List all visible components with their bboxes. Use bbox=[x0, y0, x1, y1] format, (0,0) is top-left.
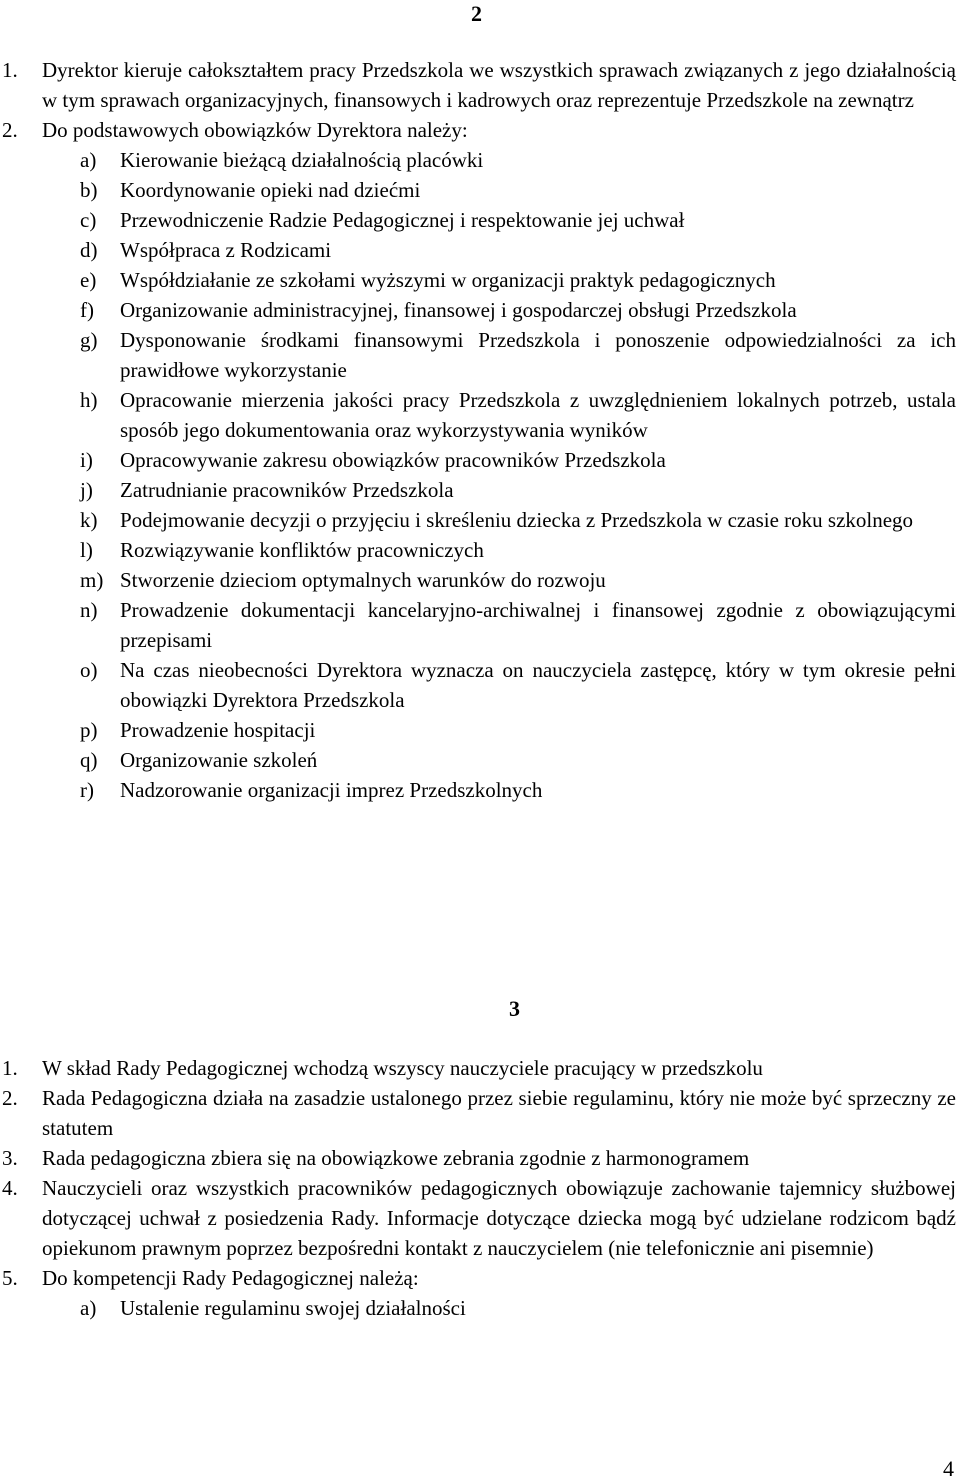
sub-item-letter: r) bbox=[80, 778, 94, 802]
sub-item-text: Dysponowanie środkami finansowymi Przedszkola i ponoszenie odpowiedzialności za ich prawidłowe wykorzystanie bbox=[120, 328, 956, 382]
sub-list-item bbox=[0, 295, 960, 325]
sub-item-letter: b) bbox=[80, 178, 98, 202]
list-item bbox=[0, 115, 960, 145]
sub-item-letter: p) bbox=[80, 718, 98, 742]
item-number: 1. bbox=[2, 1056, 18, 1080]
sub-list-item bbox=[0, 205, 960, 235]
sub-item-text: Kierowanie bieżącą działalnością placówki bbox=[120, 148, 484, 172]
sub-item-letter: i) bbox=[80, 448, 93, 472]
sub-item-letter: n) bbox=[80, 598, 98, 622]
sub-item-letter: c) bbox=[80, 208, 97, 232]
sub-item-text: Nadzorowanie organizacji imprez Przedszkolnych bbox=[120, 778, 543, 802]
sub-item-letter: a) bbox=[80, 1296, 97, 1320]
sub-list-item bbox=[0, 145, 960, 175]
sub-item-text: Zatrudnianie pracowników Przedszkola bbox=[120, 478, 454, 502]
sub-item-letter: o) bbox=[80, 658, 98, 682]
sub-item-letter: j) bbox=[80, 478, 93, 502]
sub-item-text: Organizowanie administracyjnej, finansowej i gospodarczej obsługi Przedszkola bbox=[120, 298, 797, 322]
sub-list-item bbox=[0, 475, 960, 505]
section-2-number: 2 bbox=[471, 1, 482, 26]
sub-list-item bbox=[0, 595, 960, 655]
sub-item-text: Przewodniczenie Radzie Pedagogicznej i respektowanie jej uchwał bbox=[120, 208, 685, 232]
section-2-list bbox=[0, 55, 960, 805]
item-number: 2. bbox=[2, 118, 18, 142]
item-text: Nauczycieli oraz wszystkich pracowników pedagogicznych obowiązuje zachowanie tajemnicy służbowej dotyczącej uchwał z posiedzenia Rady. Informacje dotyczące dziecka mogą być udzielane rodzicom bądź opiekunom prawnym poprzez bezpośredni kontakt z nauczycielem (nie telefonicznie ani pisemnie) bbox=[42, 1176, 956, 1260]
list-item bbox=[0, 1053, 960, 1083]
item-number: 2. bbox=[2, 1086, 18, 1110]
sub-list-item bbox=[0, 535, 960, 565]
sub-item-letter: l) bbox=[80, 538, 93, 562]
sub-list-item bbox=[0, 715, 960, 745]
sub-item-text: Opracowywanie zakresu obowiązków pracowników Przedszkola bbox=[120, 448, 666, 472]
item-number: 1. bbox=[2, 58, 18, 82]
list-item bbox=[0, 55, 960, 115]
item-number: 4. bbox=[2, 1176, 18, 1200]
sub-list bbox=[0, 145, 960, 805]
sub-list-item bbox=[0, 235, 960, 265]
sub-item-text: Stworzenie dzieciom optymalnych warunków do rozwoju bbox=[120, 568, 606, 592]
sub-item-letter: q) bbox=[80, 748, 98, 772]
sub-item-letter: a) bbox=[80, 148, 97, 172]
sub-list-item bbox=[0, 175, 960, 205]
sub-item-letter: d) bbox=[80, 238, 98, 262]
sub-item-letter: k) bbox=[80, 508, 98, 532]
sub-item-text: Na czas nieobecności Dyrektora wyznacza on nauczyciela zastępcę, który w tym okresie pełni obowiązki Dyrektora Przedszkola bbox=[120, 658, 956, 712]
item-text: W skład Rady Pedagogicznej wchodzą wszyscy nauczyciele pracujący w przedszkolu bbox=[42, 1056, 763, 1080]
sub-item-letter: f) bbox=[80, 298, 94, 322]
sub-item-letter: g) bbox=[80, 328, 98, 352]
sub-item-text: Rozwiązywanie konfliktów pracowniczych bbox=[120, 538, 484, 562]
sub-list-item bbox=[0, 265, 960, 295]
sub-item-text: Prowadzenie hospitacji bbox=[120, 718, 316, 742]
section-3-number: 3 bbox=[509, 996, 520, 1021]
sub-item-text: Współpraca z Rodzicami bbox=[120, 238, 332, 262]
list-item bbox=[0, 1083, 960, 1143]
sub-item-text: Prowadzenie dokumentacji kancelaryjno-archiwalnej i finansowej zgodnie z obowiązującymi przepisami bbox=[120, 598, 956, 652]
list-item bbox=[0, 1173, 960, 1263]
page-number: 4 bbox=[943, 1456, 954, 1481]
sub-item-text: Opracowanie mierzenia jakości pracy Przedszkola z uwzględnieniem lokalnych potrzeb, ustala sposób jego dokumentowania oraz wykorzystywania wyników bbox=[120, 388, 956, 442]
sub-list-item bbox=[0, 655, 960, 715]
sub-item-text: Koordynowanie opieki nad dziećmi bbox=[120, 178, 421, 202]
list-item bbox=[0, 1263, 960, 1293]
item-text: Dyrektor kieruje całokształtem pracy Przedszkola we wszystkich sprawach związanych z jego działalnością w tym sprawach organizacyjnych, finansowych i kadrowych oraz reprezentuje Przedszkole na zewnątrz bbox=[42, 58, 956, 112]
item-number: 3. bbox=[2, 1146, 18, 1170]
list-item bbox=[0, 1143, 960, 1173]
sub-item-letter: m) bbox=[80, 568, 104, 592]
sub-item-text: Współdziałanie ze szkołami wyższymi w organizacji praktyk pedagogicznych bbox=[120, 268, 776, 292]
sub-list-item bbox=[0, 565, 960, 595]
section-3-list bbox=[0, 1053, 960, 1323]
sub-item-text: Organizowanie szkoleń bbox=[120, 748, 318, 772]
item-text: Rada Pedagogiczna działa na zasadzie ustalonego przez siebie regulaminu, który nie może być sprzeczny ze statutem bbox=[42, 1086, 956, 1140]
sub-list bbox=[0, 1293, 960, 1323]
sub-list-item bbox=[0, 505, 960, 535]
item-text: Do podstawowych obowiązków Dyrektora należy: bbox=[42, 118, 468, 142]
sub-list-item bbox=[0, 325, 960, 385]
item-text: Rada pedagogiczna zbiera się na obowiązkowe zebrania zgodnie z harmonogramem bbox=[42, 1146, 750, 1170]
sub-item-text: Podejmowanie decyzji o przyjęciu i skreśleniu dziecka z Przedszkola w czasie roku szkolnego bbox=[120, 508, 914, 532]
sub-item-text: Ustalenie regulaminu swojej działalności bbox=[120, 1296, 466, 1320]
item-number: 5. bbox=[2, 1266, 18, 1290]
sub-item-letter: e) bbox=[80, 268, 97, 292]
item-text: Do kompetencji Rady Pedagogicznej należą: bbox=[42, 1266, 419, 1290]
sub-list-item bbox=[0, 775, 960, 805]
sub-list-item bbox=[0, 745, 960, 775]
sub-list-item bbox=[0, 385, 960, 445]
sub-list-item bbox=[0, 445, 960, 475]
sub-item-letter: h) bbox=[80, 388, 98, 412]
sub-list-item bbox=[0, 1293, 960, 1323]
